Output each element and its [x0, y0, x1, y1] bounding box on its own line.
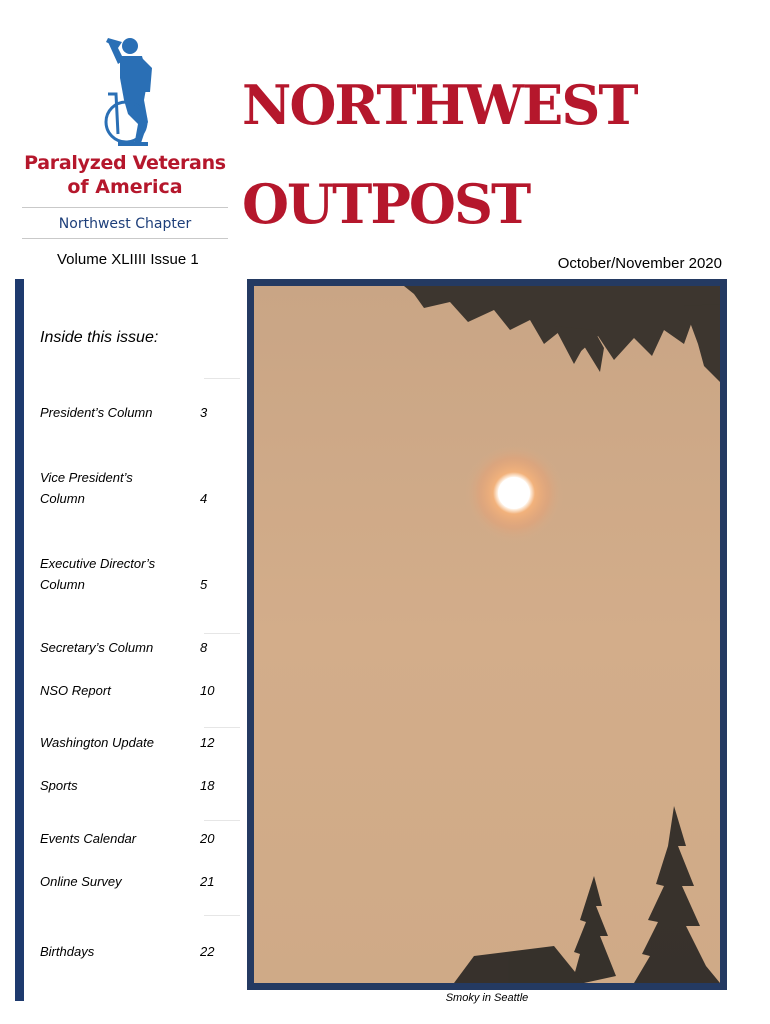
toc-item-title-cont: Column: [40, 491, 85, 506]
toc-item-page: 8: [200, 640, 208, 655]
toc-item[interactable]: [40, 775, 200, 796]
divider: [22, 207, 228, 208]
toc-item-title: Washington Update: [40, 735, 154, 750]
toc-item[interactable]: [40, 637, 200, 658]
toc-divider: [204, 633, 240, 634]
toc-item[interactable]: [40, 941, 200, 962]
divider: [22, 238, 228, 239]
saluting-veteran-wheelchair-icon: [94, 34, 174, 154]
org-name-line1: Paralyzed Veterans: [24, 152, 226, 174]
photo-caption: Smoky in Seattle: [445, 992, 529, 1004]
toc-item[interactable]: [40, 871, 200, 892]
sidebar-accent-bar: [15, 279, 24, 1001]
toc-item-title: Vice President’s: [40, 470, 133, 485]
toc-item-page: 10: [200, 683, 215, 698]
masthead-line2: OUTPOST: [242, 172, 530, 236]
toc-item-title: Events Calendar: [40, 831, 137, 846]
toc-item-title: Online Survey: [40, 874, 122, 889]
toc-item[interactable]: [40, 553, 200, 595]
toc-item[interactable]: [40, 467, 200, 509]
toc-item[interactable]: [40, 732, 200, 753]
toc-item-page: 18: [200, 778, 215, 793]
chapter-name: Northwest Chapter: [58, 216, 192, 232]
pva-logo: [14, 30, 234, 240]
toc-item[interactable]: [40, 402, 200, 423]
toc-item-page: 22: [200, 944, 215, 959]
toc-divider: [204, 378, 240, 379]
cover-photo: [254, 286, 720, 983]
issue-volume: Volume XLIIII Issue 1: [57, 251, 199, 268]
toc-heading: Inside this issue:: [40, 329, 159, 346]
org-name-line2: of America: [67, 176, 183, 198]
toc-divider: [204, 727, 240, 728]
toc-item-title: Birthdays: [40, 944, 95, 959]
toc-divider: [204, 820, 240, 821]
issue-date: October/November 2020: [557, 255, 722, 272]
toc-item-title: NSO Report: [40, 683, 111, 698]
toc-item[interactable]: [40, 828, 200, 849]
toc-item-title: Secretary’s Column: [40, 640, 154, 655]
toc-item-page: 12: [200, 735, 215, 750]
masthead-line1: NORTHWEST: [242, 73, 637, 137]
toc-item-page: 4: [200, 491, 208, 506]
toc-item-page: 20: [200, 831, 215, 846]
smoky-sky-sun-image: [254, 286, 720, 983]
toc-item-title: President’s Column: [40, 405, 153, 420]
toc-item-page: 21: [200, 874, 215, 889]
toc-item-title: Sports: [40, 778, 78, 793]
toc-item-title: Executive Director’s: [40, 556, 156, 571]
toc-item[interactable]: [40, 680, 200, 701]
toc-divider: [204, 915, 240, 916]
toc-item-title-cont: Column: [40, 577, 85, 592]
toc-item-page: 5: [200, 577, 208, 592]
toc-item-page: 3: [200, 405, 208, 420]
